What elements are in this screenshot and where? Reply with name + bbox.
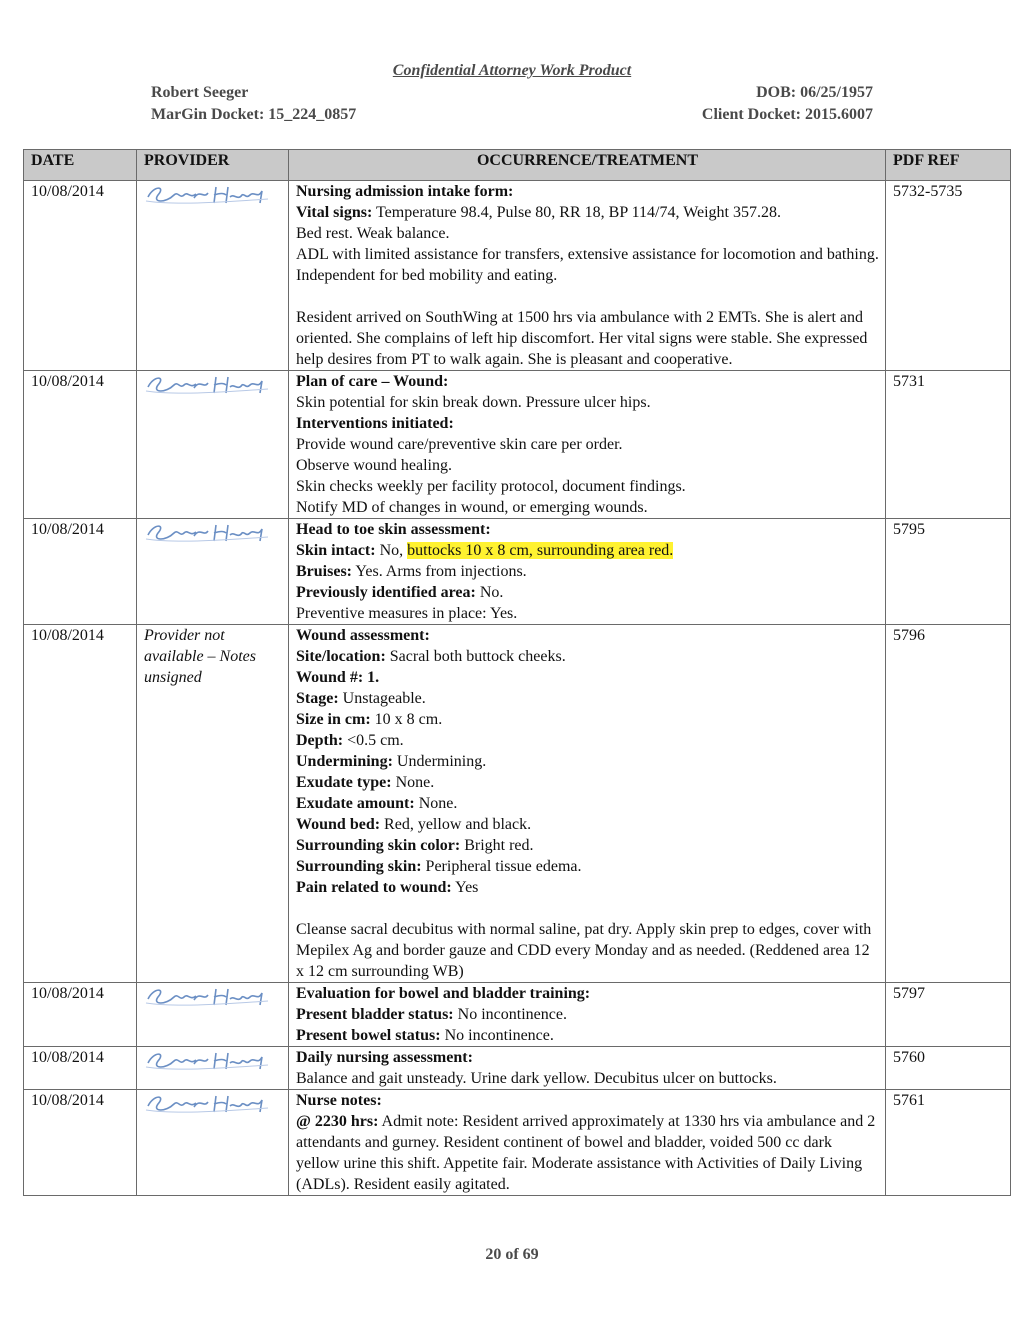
table-row [24,1047,1011,1090]
entry-label: Depth: [296,732,348,749]
cell-date: 10/08/2014 [24,1090,137,1196]
entry-line [296,540,879,561]
table-row [24,371,1011,519]
cell-pdf-ref: 5732-5735 [886,181,1011,371]
table-header-row [24,150,1011,181]
entry-label: Vital signs: [296,204,373,221]
entry-label: Size in cm: [296,711,371,728]
table-row [24,519,1011,625]
entry-line [296,877,879,898]
entry-text: No incontinence. [440,1027,554,1044]
cell-occurrence [289,983,886,1047]
entry-label: Stage: [296,690,339,707]
entry-label: Pain related to wound: [296,879,452,896]
entry-text: Unstageable. [338,690,426,707]
entry-line [296,793,879,814]
entry-label: Plan of care – Wound: [296,373,449,390]
entry-line [296,751,879,772]
entry-label: Surrounding skin: [296,858,422,875]
provider-signature-image [144,985,272,1009]
blank-line [296,286,879,307]
entry-text: Skin potential for skin break down. Pressure ulcer hips. [296,394,651,411]
entry-text: 10 x 8 cm. [370,711,443,728]
entry-line [296,772,879,793]
entry-label: Skin intact: [296,542,376,559]
cell-occurrence [289,1090,886,1196]
entry-label: Exudate amount: [296,795,415,812]
entry-line [296,455,879,476]
provider-signature-image [144,521,272,545]
entry-text: Undermining. [392,753,487,770]
blank-line [296,898,879,919]
entry-label: Bruises: [296,563,352,580]
table-body [24,181,1011,1196]
column-header-provider: PROVIDER [137,150,289,181]
entry-text: Provide wound care/preventive skin care per order. [296,436,623,453]
table-row [24,1090,1011,1196]
entry-label: Present bowel status: [296,1027,441,1044]
entry-text: Balance and gait unsteady. Urine dark yellow. Decubitus ulcer on buttocks. [296,1070,777,1087]
entry-text: Yes [451,879,479,896]
entry-line [296,667,879,688]
entry-line [296,519,879,540]
cell-provider-signature [137,983,289,1047]
entry-text: Bed rest. Weak balance. [296,225,450,242]
entry-text: Yes. Arms from injections. [352,563,527,580]
entry-text: Red, yellow and black. [380,816,532,833]
entry-line [296,603,879,624]
cell-occurrence [289,519,886,625]
entry-line [296,476,879,497]
entry-line [296,709,879,730]
cell-date: 10/08/2014 [24,181,137,371]
cell-occurrence [289,625,886,983]
cell-occurrence [289,371,886,519]
cell-date: 10/08/2014 [24,625,137,983]
entry-label: Nurse notes: [296,1092,382,1109]
entry-line [296,625,879,646]
entry-label: Head to toe skin assessment: [296,521,491,538]
entry-line [296,307,879,370]
entry-text: No. [475,584,504,601]
column-header-occurrence: OCCURRENCE/TREATMENT [289,150,886,181]
entry-line [296,1004,879,1025]
entry-text: Admit note: Resident arrived approximately at 1330 hrs via ambulance and 2 attendants and gurney. Resident continent of bowel and bladder, voided 500 cc dark yellow urine this shift. Appetite fair. Moderate assistance with Activities of Daily Living (ADLs). Resident easily agitated. [296,1113,876,1193]
entry-label: @ 2230 hrs: [296,1113,379,1130]
table-row [24,181,1011,371]
entry-text: Cleanse sacral decubitus with normal saline, pat dry. Apply skin prep to edges, cover with Mepilex Ag and border gauze and CDD every Monday and as needed. (Reddened area 12 x 12 cm surrounding WB) [296,921,872,980]
entry-line [296,1068,879,1089]
entry-label: Wound assessment: [296,627,430,644]
highlighted-text: buttocks 10 x 8 cm, surrounding area red. [407,542,674,559]
entry-line [296,371,879,392]
client-docket: Client Docket: 2015.6007 [701,106,873,123]
cell-provider-signature [137,181,289,371]
entry-label: Surrounding skin color: [296,837,461,854]
entry-line [296,582,879,603]
page-number: 20 of 69 [485,1246,539,1263]
entry-label: Site/location: [296,648,386,665]
entry-line [296,983,879,1004]
cell-pdf-ref: 5796 [886,625,1011,983]
entry-line [296,434,879,455]
provider-signature-image [144,373,272,397]
entry-text: Sacral both buttock cheeks. [385,648,566,665]
entry-text: No incontinence. [453,1006,567,1023]
entry-text: Resident arrived on SouthWing at 1500 hrs via ambulance with 2 EMTs. She is alert and oriented. She complains of left hip discomfort. Her vital signs were stable. She expressed help desires from PT to walk again. She is pleasant and cooperative. [296,309,868,368]
entry-text: No, [375,542,408,559]
entry-line [296,730,879,751]
entry-text: Preventive measures in place: Yes. [296,605,518,622]
entry-text: Bright red. [460,837,534,854]
table-row [24,625,1011,983]
cell-date: 10/08/2014 [24,1047,137,1090]
entry-text: ADL with limited assistance for transfers, extensive assistance for locomotion and bathing. Independent for bed mobility and eating. [296,246,879,284]
entry-line [296,835,879,856]
medical-records-table [23,149,1011,1196]
entry-line [296,919,879,982]
entry-text: Observe wound healing. [296,457,452,474]
patient-name: Robert Seeger [151,84,249,101]
column-header-date: DATE [24,150,137,181]
entry-line [296,814,879,835]
entry-text: Skin checks weekly per facility protocol, document findings. [296,478,686,495]
entry-text: Temperature 98.4, Pulse 80, RR 18, BP 114/74, Weight 357.28. [372,204,781,221]
entry-label: Previously identified area: [296,584,476,601]
entry-label: Daily nursing assessment: [296,1049,473,1066]
patient-dob: DOB: 06/25/1957 [756,84,873,101]
entry-line [296,497,879,518]
entry-text: Notify MD of changes in wound, or emerging wounds. [296,499,648,516]
cell-provider-text: Provider not available – Notes unsigned [137,625,289,983]
table-row [24,983,1011,1047]
entry-line [296,856,879,877]
margin-docket: MarGin Docket: 15_224_0857 [151,106,357,123]
cell-date: 10/08/2014 [24,519,137,625]
entry-line [296,413,879,434]
entry-line [296,688,879,709]
entry-text: None. [414,795,458,812]
entry-line [296,223,879,244]
entry-text: Peripheral tissue edema. [421,858,582,875]
entry-line [296,244,879,286]
entry-label: Wound bed: [296,816,381,833]
entry-label: Evaluation for bowel and bladder training: [296,985,591,1002]
cell-date: 10/08/2014 [24,983,137,1047]
entry-text: <0.5 cm. [347,732,404,749]
cell-occurrence [289,181,886,371]
cell-pdf-ref: 5760 [886,1047,1011,1090]
provider-signature-image [144,1092,272,1116]
column-header-pdf-ref: PDF REF [886,150,1011,181]
entry-line [296,1111,879,1195]
cell-occurrence [289,1047,886,1090]
entry-label: Undermining: [296,753,393,770]
cell-pdf-ref: 5761 [886,1090,1011,1196]
entry-line [296,1025,879,1046]
entry-label: Interventions initiated: [296,415,454,432]
cell-pdf-ref: 5731 [886,371,1011,519]
cell-provider-signature [137,1090,289,1196]
entry-line [296,561,879,582]
cell-pdf-ref: 5797 [886,983,1011,1047]
entry-label: Nursing admission intake form: [296,183,514,200]
entry-line [296,1047,879,1068]
provider-signature-image [144,183,272,207]
entry-line [296,646,879,667]
cell-date: 10/08/2014 [24,371,137,519]
entry-line [296,181,879,202]
entry-label: Exudate type: [296,774,392,791]
entry-line [296,1090,879,1111]
entry-label: Wound #: 1. [296,669,380,686]
confidential-banner: Confidential Attorney Work Product [392,62,632,79]
entry-label: Present bladder status: [296,1006,454,1023]
cell-provider-signature [137,371,289,519]
entry-line [296,392,879,413]
cell-provider-signature [137,519,289,625]
cell-provider-signature [137,1047,289,1090]
entry-text: None. [391,774,435,791]
provider-signature-image [144,1049,272,1073]
cell-pdf-ref: 5795 [886,519,1011,625]
entry-line [296,202,879,223]
